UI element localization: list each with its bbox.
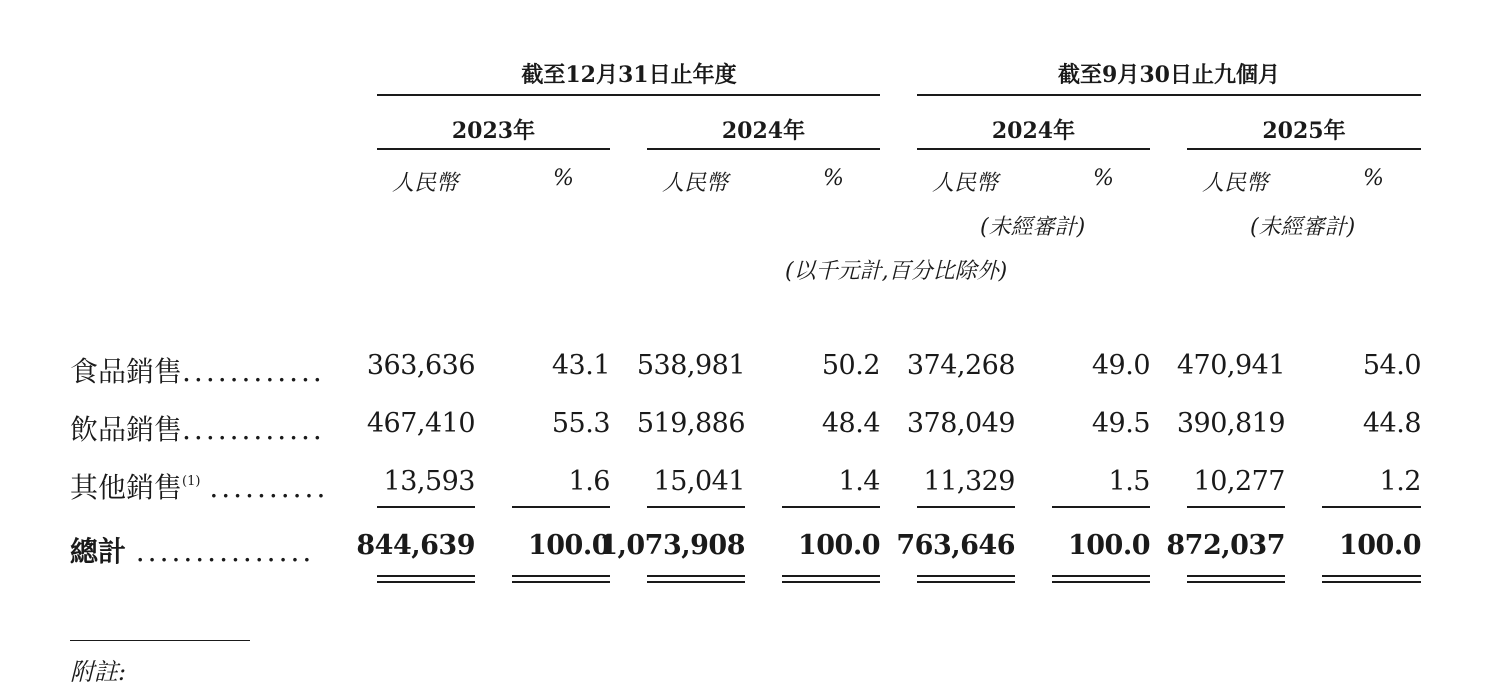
table-cell: 10,277 — [1193, 466, 1285, 497]
currency-header: 人民幣 — [1202, 171, 1269, 196]
table-cell: 49.5 — [1091, 408, 1150, 439]
total-double-rule — [647, 575, 745, 583]
table-cell: 467,410 — [366, 408, 475, 439]
total-cell: 844,639 — [356, 530, 475, 561]
subtotal-rule — [1052, 506, 1150, 508]
table-cell: 538,981 — [636, 350, 745, 381]
leader-dots: ............ — [182, 355, 325, 388]
total-cell: 763,646 — [896, 530, 1015, 561]
table-cell: 363,636 — [366, 350, 475, 381]
total-cell: 100.0 — [1067, 530, 1150, 561]
year-rule-2024-annual — [647, 148, 880, 150]
unaudited-note-2024: (未經審計) — [980, 215, 1086, 240]
total-cell: 100.0 — [1338, 530, 1421, 561]
table-cell: 15,041 — [653, 466, 745, 497]
row-label-beverage-sales — [70, 408, 325, 448]
total-double-rule — [377, 575, 475, 583]
subtotal-rule — [917, 506, 1015, 508]
year-rule-2025 — [1187, 148, 1421, 150]
total-double-rule — [1322, 575, 1421, 583]
table-cell: 50.2 — [821, 350, 880, 381]
table-cell: 1.4 — [838, 466, 880, 497]
percent-header: % — [823, 166, 844, 191]
footnote-separator — [70, 640, 250, 641]
leader-dots: ............... — [135, 535, 315, 568]
year-rule-2024-nine-months — [917, 148, 1150, 150]
year-rule-2023 — [377, 148, 610, 150]
total-cell: 100.0 — [797, 530, 880, 561]
percent-header: % — [1363, 166, 1384, 191]
table-cell: 43.1 — [551, 350, 610, 381]
percent-header: % — [1093, 166, 1114, 191]
table-cell: 54.0 — [1362, 350, 1421, 381]
subtotal-rule — [1187, 506, 1285, 508]
leader-dots: ............ — [182, 413, 325, 446]
table-cell: 390,819 — [1176, 408, 1285, 439]
period-header-left: 截至12月31日止年度 — [521, 62, 737, 88]
row-label-text: 飲品銷售 — [70, 413, 183, 446]
total-double-rule — [1052, 575, 1150, 583]
year-header-2024-nine-months: 2024年 — [991, 118, 1076, 144]
footnote-title: 附註: — [70, 658, 127, 686]
total-double-rule — [1187, 575, 1285, 583]
year-header-2025: 2025年 — [1262, 118, 1346, 144]
percent-header: % — [553, 166, 574, 191]
currency-header: 人民幣 — [392, 171, 459, 196]
row-label-text: 其他銷售 — [70, 471, 183, 504]
subtotal-rule — [647, 506, 745, 508]
table-cell: 48.4 — [821, 408, 880, 439]
period-header-right-rule — [917, 94, 1421, 96]
table-cell: 1.2 — [1379, 466, 1421, 497]
total-double-rule — [917, 575, 1015, 583]
footnote-mark: (1) — [182, 474, 201, 489]
subtotal-rule — [782, 506, 880, 508]
year-header-2023: 2023年 — [451, 118, 536, 144]
row-label-total — [70, 530, 314, 570]
table-cell: 13,593 — [383, 466, 475, 497]
unit-note: (以千元計,百分比除外) — [785, 259, 1008, 284]
total-double-rule — [782, 575, 880, 583]
table-cell: 470,941 — [1176, 350, 1285, 381]
table-cell: 49.0 — [1091, 350, 1150, 381]
table-cell: 1.5 — [1108, 466, 1150, 497]
subtotal-rule — [512, 506, 610, 508]
row-label-other-sales — [70, 466, 328, 506]
period-header-left-rule — [377, 94, 880, 96]
leader-dots: .......... — [209, 471, 329, 504]
period-header-right: 截至9月30日止九個月 — [1058, 62, 1280, 88]
row-label-food-sales — [70, 350, 325, 390]
table-cell: 1.6 — [568, 466, 610, 497]
subtotal-rule — [377, 506, 475, 508]
row-label-text: 總計 — [70, 535, 127, 568]
total-cell: 1,073,908 — [599, 530, 745, 561]
table-cell: 378,049 — [906, 408, 1015, 439]
total-cell: 872,037 — [1166, 530, 1285, 561]
table-cell: 374,268 — [906, 350, 1015, 381]
table-cell: 55.3 — [551, 408, 610, 439]
row-label-text: 食品銷售 — [70, 355, 183, 388]
currency-header: 人民幣 — [932, 171, 999, 196]
table-cell: 11,329 — [923, 466, 1015, 497]
total-cell: 100.0 — [527, 530, 610, 561]
total-double-rule — [512, 575, 610, 583]
year-header-2024-annual: 2024年 — [721, 118, 806, 144]
table-cell: 519,886 — [636, 408, 745, 439]
currency-header: 人民幣 — [662, 171, 729, 196]
subtotal-rule — [1322, 506, 1421, 508]
table-cell: 44.8 — [1362, 408, 1421, 439]
unaudited-note-2025: (未經審計) — [1250, 215, 1356, 240]
